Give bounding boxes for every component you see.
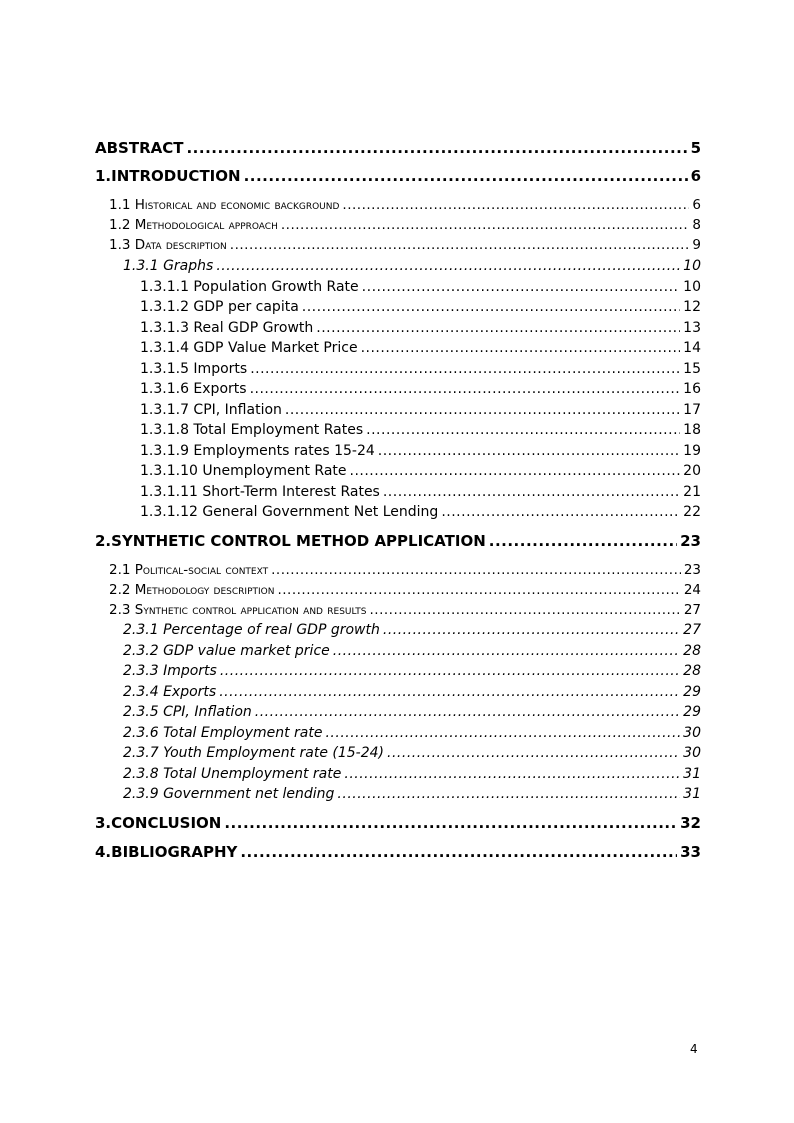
toc-dot-leader — [224, 814, 677, 832]
toc-entry[interactable] — [140, 504, 701, 520]
toc-dot-leader — [337, 786, 680, 802]
toc-entry[interactable] — [123, 745, 701, 761]
toc-entry-title: 1.3.1.2 GDP per capita — [140, 299, 299, 315]
toc-entry-title: 1.1 Historical and economic background — [109, 197, 340, 213]
toc-entry[interactable] — [123, 622, 701, 638]
toc-entry[interactable] — [109, 197, 701, 213]
toc-dot-leader — [387, 745, 680, 761]
toc-dot-leader — [383, 622, 680, 638]
toc-entry-title: 4.BIBLIOGRAPHY — [95, 843, 238, 861]
toc-entry-title: 1.2 Methodological approach — [109, 217, 278, 233]
toc-dot-leader — [362, 279, 681, 295]
toc-entry-page: 27 — [683, 602, 701, 618]
toc-entry-page: 14 — [683, 340, 701, 356]
toc-entry[interactable] — [109, 217, 701, 233]
toc-entry-title: 1.3.1.9 Employments rates 15-24 — [140, 443, 375, 459]
toc-entry-page: 30 — [683, 725, 701, 741]
toc-entry-title: 2.3.5 CPI, Inflation — [123, 704, 252, 720]
toc-entry-page: 22 — [683, 504, 701, 520]
toc-entry[interactable] — [123, 643, 701, 659]
toc-entry[interactable] — [123, 766, 701, 782]
toc-entry-page: 10 — [683, 258, 701, 274]
toc-entry[interactable] — [140, 299, 701, 315]
page-number: 4 — [690, 1042, 698, 1056]
toc-entry-title: 1.3.1.8 Total Employment Rates — [140, 422, 364, 438]
toc-entry-page: 23 — [683, 562, 701, 578]
toc-entry-page: 31 — [683, 786, 701, 802]
toc-entry[interactable] — [109, 562, 701, 578]
toc-dot-leader — [271, 562, 681, 578]
toc-entry[interactable] — [140, 402, 701, 418]
toc-dot-leader — [333, 643, 680, 659]
toc-entry[interactable] — [95, 139, 701, 157]
toc-dot-leader — [250, 361, 680, 377]
toc-entry-page: 8 — [692, 217, 701, 233]
toc-entry-title: 1.3.1 Graphs — [123, 258, 214, 274]
toc-entry[interactable] — [95, 532, 701, 550]
toc-entry[interactable] — [140, 422, 701, 438]
toc-entry-page: 23 — [680, 532, 701, 550]
toc-entry-title: 2.SYNTHETIC CONTROL METHOD APPLICATION — [95, 532, 486, 550]
toc-dot-leader — [285, 402, 680, 418]
toc-dot-leader — [220, 663, 680, 679]
toc-entry-page: 15 — [683, 361, 701, 377]
toc-dot-leader — [230, 237, 690, 253]
toc-entry-title: ABSTRACT — [95, 139, 184, 157]
toc-entry-page: 9 — [692, 237, 701, 253]
toc-entry-title: 2.3.1 Percentage of real GDP growth — [123, 622, 380, 638]
toc-entry-page: 33 — [680, 843, 701, 861]
toc-dot-leader — [366, 422, 680, 438]
toc-entry-title: 1.3.1.10 Unemployment Rate — [140, 463, 347, 479]
toc-entry-page: 10 — [683, 279, 701, 295]
toc-entry-page: 17 — [683, 402, 701, 418]
toc-dot-leader — [216, 258, 680, 274]
toc-entry-page: 6 — [692, 197, 701, 213]
toc-entry-page: 5 — [690, 139, 701, 157]
toc-entry-page: 27 — [683, 622, 701, 638]
toc-entry-page: 29 — [683, 684, 701, 700]
toc-entry[interactable] — [95, 814, 701, 832]
toc-entry-page: 30 — [683, 745, 701, 761]
toc-entry-title: 1.3.1.12 General Government Net Lending — [140, 504, 439, 520]
toc-dot-leader — [441, 504, 680, 520]
toc-entry[interactable] — [123, 684, 701, 700]
toc-entry[interactable] — [123, 663, 701, 679]
toc-entry[interactable] — [140, 279, 701, 295]
toc-entry-title: 1.3.1.1 Population Growth Rate — [140, 279, 359, 295]
toc-dot-leader — [361, 340, 681, 356]
toc-dot-leader — [186, 139, 687, 157]
toc-entry-page: 29 — [683, 704, 701, 720]
toc-entry-page: 6 — [690, 167, 701, 185]
toc-entry-title: 2.3 Synthetic control application and results — [109, 602, 367, 618]
toc-entry-title: 2.3.6 Total Employment rate — [123, 725, 323, 741]
toc-entry-title: 1.3.1.5 Imports — [140, 361, 248, 377]
toc-entry-title: 1.3.1.3 Real GDP Growth — [140, 320, 314, 336]
toc-entry-page: 28 — [683, 643, 701, 659]
toc-dot-leader — [255, 704, 680, 720]
toc-dot-leader — [219, 684, 680, 700]
toc-entry-page: 19 — [683, 443, 701, 459]
toc-entry[interactable] — [140, 361, 701, 377]
toc-entry-title: 1.INTRODUCTION — [95, 167, 241, 185]
toc-dot-leader — [370, 602, 681, 618]
toc-dot-leader — [344, 766, 680, 782]
toc-entry-title: 1.3.1.11 Short-Term Interest Rates — [140, 484, 380, 500]
toc-entry-page: 24 — [683, 582, 701, 598]
toc-dot-leader — [244, 167, 688, 185]
toc-entry-title: 2.3.3 Imports — [123, 663, 217, 679]
toc-entry[interactable] — [123, 258, 701, 274]
toc-entry[interactable] — [123, 725, 701, 741]
toc-entry[interactable] — [109, 237, 701, 253]
toc-entry[interactable] — [140, 443, 701, 459]
toc-entry[interactable] — [123, 704, 701, 720]
toc-dot-leader — [250, 381, 681, 397]
toc-entry-title: 2.3.9 Government net lending — [123, 786, 335, 802]
toc-entry-title: 2.1 Political-social context — [109, 562, 269, 578]
toc-entry-page: 13 — [683, 320, 701, 336]
toc-entry[interactable] — [140, 340, 701, 356]
toc-entry[interactable] — [123, 786, 701, 802]
toc-dot-leader — [281, 217, 690, 233]
toc-entry-page: 20 — [683, 463, 701, 479]
toc-dot-leader — [316, 320, 680, 336]
toc-entry-page: 18 — [683, 422, 701, 438]
toc-dot-leader — [240, 843, 677, 861]
toc-entry[interactable] — [140, 463, 701, 479]
toc-entry[interactable] — [140, 484, 701, 500]
toc-dot-leader — [378, 443, 680, 459]
toc-dot-leader — [342, 197, 689, 213]
toc-entry-page: 32 — [680, 814, 701, 832]
toc-entry-title: 2.3.7 Youth Employment rate (15-24) — [123, 745, 385, 761]
toc-entry-title: 1.3 Data description — [109, 237, 227, 253]
toc-dot-leader — [383, 484, 680, 500]
toc-dot-leader — [277, 582, 680, 598]
toc-dot-leader — [489, 532, 677, 550]
toc-entry[interactable] — [95, 843, 701, 861]
toc-entry-page: 21 — [683, 484, 701, 500]
toc-entry[interactable] — [95, 167, 701, 185]
toc-entry-title: 3.CONCLUSION — [95, 814, 222, 832]
toc-dot-leader — [302, 299, 680, 315]
toc-entry[interactable] — [140, 381, 701, 397]
toc-entry-title: 2.3.2 GDP value market price — [123, 643, 330, 659]
toc-entry-page: 31 — [683, 766, 701, 782]
toc-dot-leader — [350, 463, 681, 479]
toc-entry[interactable] — [140, 320, 701, 336]
toc-entry-title: 1.3.1.7 CPI, Inflation — [140, 402, 282, 418]
toc-entry-title: 2.3.8 Total Unemployment rate — [123, 766, 342, 782]
toc-dot-leader — [325, 725, 680, 741]
toc-entry-page: 16 — [683, 381, 701, 397]
toc-entry-title: 1.3.1.4 GDP Value Market Price — [140, 340, 358, 356]
toc-entry-page: 28 — [683, 663, 701, 679]
toc-entry[interactable] — [109, 602, 701, 618]
toc-entry-title: 2.3.4 Exports — [123, 684, 217, 700]
toc-entry-title: 2.2 Methodology description — [109, 582, 275, 598]
toc-entry-page: 12 — [683, 299, 701, 315]
toc-entry-title: 1.3.1.6 Exports — [140, 381, 247, 397]
toc-entry[interactable] — [109, 582, 701, 598]
